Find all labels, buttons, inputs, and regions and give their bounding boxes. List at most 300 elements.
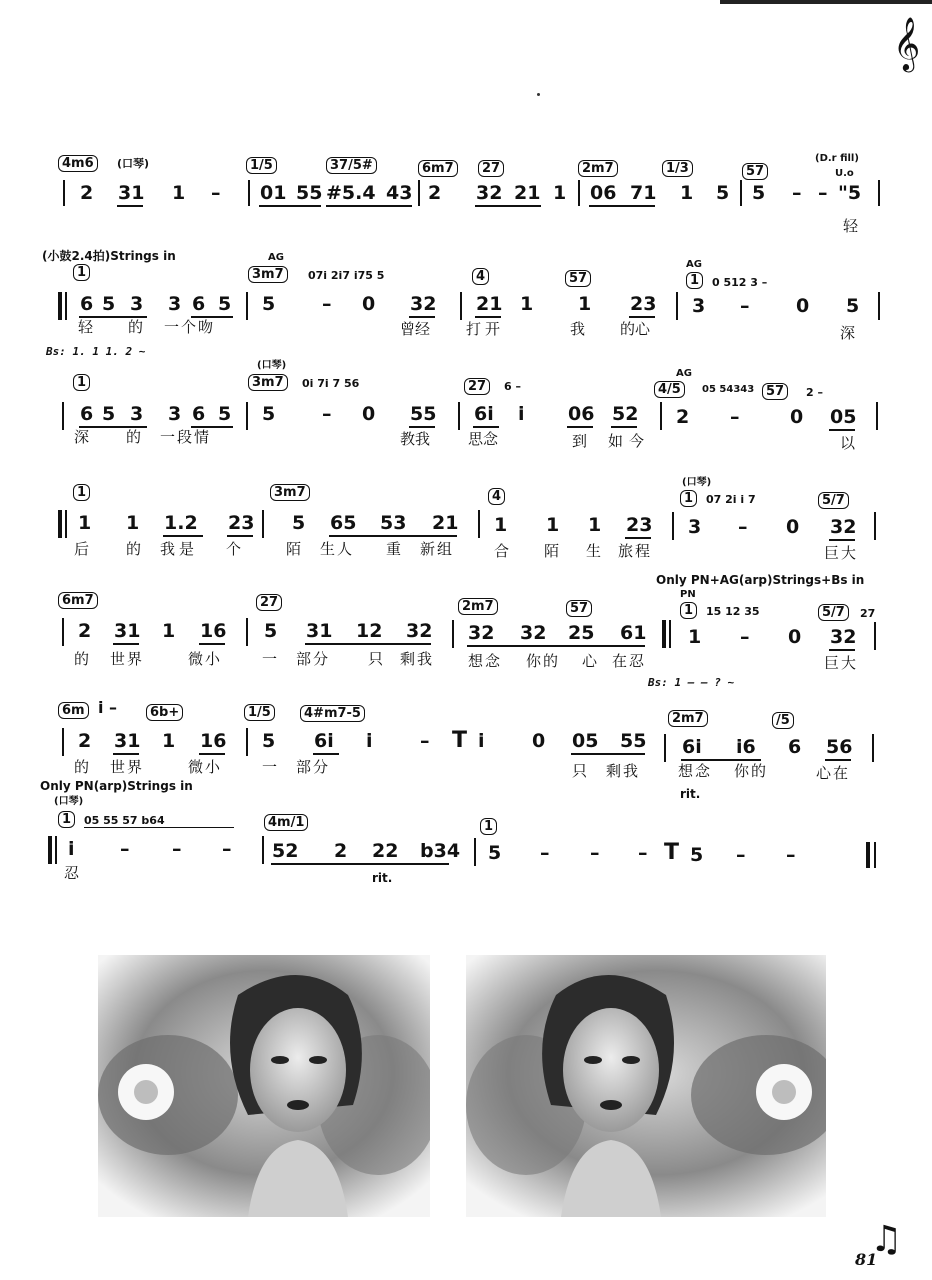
beam: [326, 205, 412, 207]
note: 52: [272, 840, 299, 862]
beam: [84, 827, 234, 828]
note: –: [540, 842, 550, 864]
chord-label: 4: [472, 268, 489, 285]
barline: [262, 510, 264, 538]
note: 1: [546, 514, 560, 536]
lyric: 一段情: [160, 428, 212, 446]
chord-label: 5/7: [818, 604, 849, 621]
treble-clef-icon: 𝄞: [893, 16, 921, 70]
barline: [676, 292, 678, 320]
beam: [475, 205, 541, 207]
barline: [458, 402, 460, 430]
instrument-mark: 07i 2i7 i75 5: [308, 269, 385, 282]
barline: [246, 292, 248, 320]
double-barline: [58, 510, 62, 538]
note: 5: [262, 293, 276, 315]
tempo-mark: rit.: [372, 871, 393, 885]
lyric: 你的: [734, 762, 769, 780]
page-number: 81: [855, 1250, 878, 1269]
lyric: 心: [582, 652, 598, 670]
note: 55: [620, 730, 647, 752]
flower-icon: [118, 1064, 174, 1120]
lyric: 的: [126, 428, 142, 446]
beam: [163, 535, 203, 537]
top-rule: [720, 0, 932, 4]
chord-label: 4m/1: [264, 814, 308, 831]
note: –: [736, 844, 746, 866]
note: 31: [114, 620, 141, 642]
note: 5: [752, 182, 766, 204]
chord-label: /5: [772, 712, 794, 729]
lyric: 重: [386, 540, 402, 558]
note: 61: [620, 622, 647, 644]
note: 5: [218, 403, 232, 425]
lyric: 的: [128, 318, 144, 336]
note: 05: [572, 730, 599, 752]
note: –: [120, 838, 130, 860]
chord-label: 1/5: [246, 157, 277, 174]
note: –: [211, 182, 221, 204]
note: 6i: [474, 403, 494, 425]
barline: [578, 180, 580, 206]
beam: [589, 205, 655, 207]
note: 52: [612, 403, 639, 425]
bass-line: Bs: 1 – – ? ~: [648, 676, 735, 689]
note: 31: [114, 730, 141, 752]
note: 3: [168, 403, 182, 425]
beam: [227, 535, 253, 537]
lyric: 陌: [544, 542, 560, 560]
lyric: 心在: [816, 764, 851, 782]
instrument-mark: 2 –: [806, 386, 823, 399]
lyric: 想念: [678, 762, 713, 780]
note: 1: [688, 626, 702, 648]
instrument-mark: U.o: [835, 168, 854, 179]
double-barline: [662, 620, 666, 648]
note: 5: [846, 295, 860, 317]
note: i: [518, 403, 525, 425]
note: 06: [568, 403, 595, 425]
beam: [829, 649, 855, 651]
beam: [611, 426, 637, 428]
note: 21: [514, 182, 541, 204]
note: 5: [218, 293, 232, 315]
barline: [246, 618, 248, 646]
chord-label: 2m7: [668, 710, 708, 727]
lyric: 曾经: [400, 320, 431, 338]
lyric: 后: [74, 540, 90, 558]
note: 1: [588, 514, 602, 536]
lyric: 我: [570, 320, 586, 338]
note: 06: [590, 182, 617, 204]
instrument-mark: (小鼓2.4拍)Strings in: [42, 249, 176, 263]
note: –: [786, 844, 796, 866]
barline: [474, 838, 476, 866]
chord-label: 1: [680, 602, 697, 619]
note: 32: [830, 626, 857, 648]
note: 0: [362, 293, 376, 315]
note: i: [68, 838, 75, 860]
note: 2: [428, 182, 442, 204]
note: 5: [264, 620, 278, 642]
note: 16: [200, 620, 227, 642]
beam: [629, 316, 655, 318]
chord-label: 1: [680, 490, 697, 507]
note: 2: [334, 840, 348, 862]
note: i: [478, 730, 485, 752]
note: 5: [488, 842, 502, 864]
note: 21: [432, 512, 459, 534]
note: –: [590, 842, 600, 864]
barline: [62, 402, 64, 430]
lyric: 到: [572, 432, 588, 450]
note: 65: [330, 512, 357, 534]
note: 12: [356, 620, 383, 642]
instrument-mark: (口琴): [682, 477, 712, 488]
note: –: [740, 626, 750, 648]
barline: [664, 734, 666, 762]
note: 22: [372, 840, 399, 862]
beam: [825, 759, 851, 761]
note: 31: [306, 620, 333, 642]
note: –: [172, 838, 182, 860]
chord-label: 6b+: [146, 704, 183, 721]
barline: [878, 292, 880, 320]
instrument-mark: Only PN(arp)Strings in: [40, 779, 193, 793]
chord-label: 4m6: [58, 155, 98, 172]
note: –: [730, 406, 740, 428]
note: 1: [126, 512, 140, 534]
instrument-mark: 15 12 35: [706, 605, 760, 618]
barline: [65, 292, 67, 320]
chord-label: 4: [488, 488, 505, 505]
note: 23: [228, 512, 255, 534]
lyric: 只: [368, 650, 384, 668]
instrument-mark: 0 512 3 –: [712, 276, 768, 289]
beam: [567, 426, 593, 428]
chord-label: 6m7: [418, 160, 458, 177]
instrument-mark: 27: [860, 607, 876, 620]
lyric: 部分: [296, 650, 331, 668]
note: 3: [130, 403, 144, 425]
instrument-mark: AG: [686, 259, 702, 270]
barline: [876, 402, 878, 430]
chord-label: 1/5: [244, 704, 275, 721]
chord-label: 3m7: [248, 374, 288, 391]
chord-label: 27: [256, 594, 282, 611]
instrument-mark: 07 2i i 7: [706, 493, 756, 506]
chord-label: 2m7: [458, 598, 498, 615]
beam: [113, 643, 139, 645]
lyric: 如今: [608, 432, 651, 450]
note: 5: [690, 844, 704, 866]
barline: [55, 836, 57, 864]
lyric: 旅程: [618, 542, 653, 560]
beam: [313, 753, 339, 755]
lyric: 世界: [110, 650, 145, 668]
lyric: 合: [494, 542, 510, 560]
note: 6: [788, 736, 802, 758]
note: 55: [296, 182, 323, 204]
note: 32: [406, 620, 433, 642]
lyric: 的心: [620, 320, 651, 338]
note: 3: [168, 293, 182, 315]
chord-label: 4#m7-5: [300, 705, 365, 722]
lyric: 陌: [286, 540, 302, 558]
note: 2: [80, 182, 94, 204]
chord-label: 1: [686, 272, 703, 289]
barline: [874, 842, 876, 868]
barline: [740, 180, 742, 206]
note: "5: [838, 182, 862, 204]
note: 53: [380, 512, 407, 534]
lyric: 忍: [64, 864, 80, 882]
note: 32: [468, 622, 495, 644]
lyric: 一: [262, 758, 278, 776]
note: 43: [386, 182, 413, 204]
note: 0: [532, 730, 546, 752]
instrument-mark: (口琴): [257, 360, 287, 371]
note: 0: [788, 626, 802, 648]
note: 3: [688, 516, 702, 538]
note: 16: [200, 730, 227, 752]
note: 0: [362, 403, 376, 425]
note: –: [638, 842, 648, 864]
instrument-mark: (口琴): [117, 157, 150, 170]
beam: [829, 429, 855, 431]
barline: [246, 402, 248, 430]
instrument-mark: AG: [676, 368, 692, 379]
note: 1: [78, 512, 92, 534]
beam: [409, 426, 435, 428]
lyric: 剩我: [400, 650, 435, 668]
instrument-mark: 6 –: [504, 380, 521, 393]
chord-label: 1: [73, 264, 90, 281]
note: 25: [568, 622, 595, 644]
note: 56: [826, 736, 853, 758]
barline: [660, 402, 662, 430]
beam: [199, 643, 225, 645]
note: 71: [630, 182, 657, 204]
tempo-mark: rit.: [680, 787, 701, 801]
lyric: 的: [74, 758, 90, 776]
note: 6: [80, 403, 94, 425]
note: –: [792, 182, 802, 204]
portrait-illustration-right: [466, 955, 846, 1217]
note: 6: [192, 403, 206, 425]
instrument-mark: AG: [268, 252, 284, 263]
barline: [460, 292, 462, 320]
beam: [305, 643, 431, 645]
lyric: 在忍: [612, 652, 647, 670]
note: 6i: [682, 736, 702, 758]
portrait-art: [98, 955, 430, 1217]
note: 5: [262, 403, 276, 425]
note: 23: [626, 514, 653, 536]
note: 21: [476, 293, 503, 315]
bass-line: Bs: 1. 1 1. 2 ~: [46, 345, 146, 358]
chord-label: 1/3: [662, 160, 693, 177]
note: 5: [102, 293, 116, 315]
beam: [199, 753, 225, 755]
barline: [874, 512, 876, 540]
lyric: 深: [74, 428, 90, 446]
portrait-illustration-left: [98, 955, 430, 1217]
lyric: 轻: [843, 217, 859, 235]
note: –: [818, 182, 828, 204]
chord-label: 57: [742, 163, 768, 180]
instrument-mark: (口琴): [54, 796, 84, 807]
lyric: 一个吻: [164, 318, 216, 336]
note: –: [322, 403, 332, 425]
note: 6: [80, 293, 94, 315]
note: 1: [162, 730, 176, 752]
chord-label: 57: [565, 270, 591, 287]
note: 2: [78, 620, 92, 642]
barline: [478, 510, 480, 538]
note: 01: [260, 182, 287, 204]
note: –: [222, 838, 232, 860]
lyric: 微小: [188, 650, 223, 668]
lyric: 以: [840, 434, 856, 452]
beam: [467, 645, 645, 647]
flower-icon: [756, 1064, 812, 1120]
barline: [672, 512, 674, 540]
beam: [409, 316, 435, 318]
note: 2: [78, 730, 92, 752]
lyric: 一: [262, 650, 278, 668]
lyric: 生人: [320, 540, 355, 558]
note: 32: [520, 622, 547, 644]
beam: [681, 759, 761, 761]
lyric: 新组: [420, 540, 455, 558]
note: 6: [192, 293, 206, 315]
lyric: 你的: [526, 652, 561, 670]
note: 1: [520, 293, 534, 315]
note: 1: [162, 620, 176, 642]
note: –: [420, 730, 430, 752]
note: 3: [130, 293, 144, 315]
lyric: 剩我: [606, 762, 641, 780]
beam: [475, 316, 501, 318]
music-note-icon: ♫: [870, 1219, 903, 1260]
chord-label: 3m7: [270, 484, 310, 501]
lyric: 教我: [400, 430, 431, 448]
chord-label: 27: [478, 160, 504, 177]
lyric: 只: [572, 762, 588, 780]
beam: [271, 863, 449, 865]
note: 1: [494, 514, 508, 536]
lyric: 个: [226, 540, 242, 558]
chord-label: 57: [566, 600, 592, 617]
note: 55: [410, 403, 437, 425]
note: i: [366, 730, 373, 752]
chord-label: 27: [464, 378, 490, 395]
chord-label: 1: [73, 484, 90, 501]
chord-label: 37/5#: [326, 157, 377, 174]
note: 0: [790, 406, 804, 428]
beam: [259, 205, 321, 207]
note: 0: [796, 295, 810, 317]
note: 5: [102, 403, 116, 425]
instrument-mark: 05 54343: [702, 384, 755, 395]
note: i6: [736, 736, 756, 758]
lyric: 的: [126, 540, 142, 558]
chord-label: 4/5: [654, 381, 685, 398]
chord-label: 57: [762, 383, 788, 400]
tie-mark: T: [664, 840, 680, 865]
note: b34: [420, 840, 461, 862]
barline: [65, 510, 67, 538]
note: –: [738, 516, 748, 538]
final-barline: [866, 842, 870, 868]
note: 32: [410, 293, 437, 315]
note: 1: [172, 182, 186, 204]
note: 31: [118, 182, 145, 204]
note: 05: [830, 406, 857, 428]
barline: [878, 180, 880, 206]
speck: [537, 93, 540, 96]
note: 5: [716, 182, 730, 204]
note: 3: [692, 295, 706, 317]
lyric: 部分: [296, 758, 331, 776]
lyric: 的: [74, 650, 90, 668]
beam: [829, 539, 855, 541]
lyric: 巨大: [824, 544, 859, 562]
note: 1: [578, 293, 592, 315]
lyric: 世界: [110, 758, 145, 776]
chord-label: 6m7: [58, 592, 98, 609]
lyric: 生: [586, 542, 602, 560]
lyric: 想念: [468, 652, 503, 670]
instrument-mark: 0i 7i 7 56: [302, 377, 360, 390]
note: 0: [786, 516, 800, 538]
note: 6i: [314, 730, 334, 752]
note: 2: [676, 406, 690, 428]
instrument-mark: 05 55 57 b64: [84, 814, 165, 827]
lyric: 我是: [160, 540, 199, 558]
note: 5: [292, 512, 306, 534]
chord-label: 6m: [58, 702, 89, 719]
lyric: 微小: [188, 758, 223, 776]
lyric: 巨大: [824, 654, 859, 672]
note: i –: [98, 698, 118, 717]
instrument-mark: Only PN+AG(arp)Strings+Bs in: [656, 573, 865, 587]
barline: [452, 620, 454, 648]
chord-label: 1: [480, 818, 497, 835]
chord-label: 2m7: [578, 160, 618, 177]
barline: [62, 728, 64, 756]
barline: [248, 180, 250, 206]
lyric: 打开: [466, 320, 505, 338]
note: 32: [476, 182, 503, 204]
beam: [625, 537, 651, 539]
tie-mark: T: [452, 728, 468, 753]
beam: [113, 753, 139, 755]
barline: [63, 180, 65, 206]
note: 23: [630, 293, 657, 315]
lyric: 思念: [468, 430, 499, 448]
chord-label: 1: [58, 811, 75, 828]
beam: [473, 426, 499, 428]
lyric: 轻: [78, 318, 94, 336]
barline: [262, 836, 264, 864]
chord-label: 5/7: [818, 492, 849, 509]
beam: [329, 535, 457, 537]
lyric: 深: [840, 324, 856, 342]
note: #5.4: [326, 182, 376, 204]
barline: [872, 734, 874, 762]
